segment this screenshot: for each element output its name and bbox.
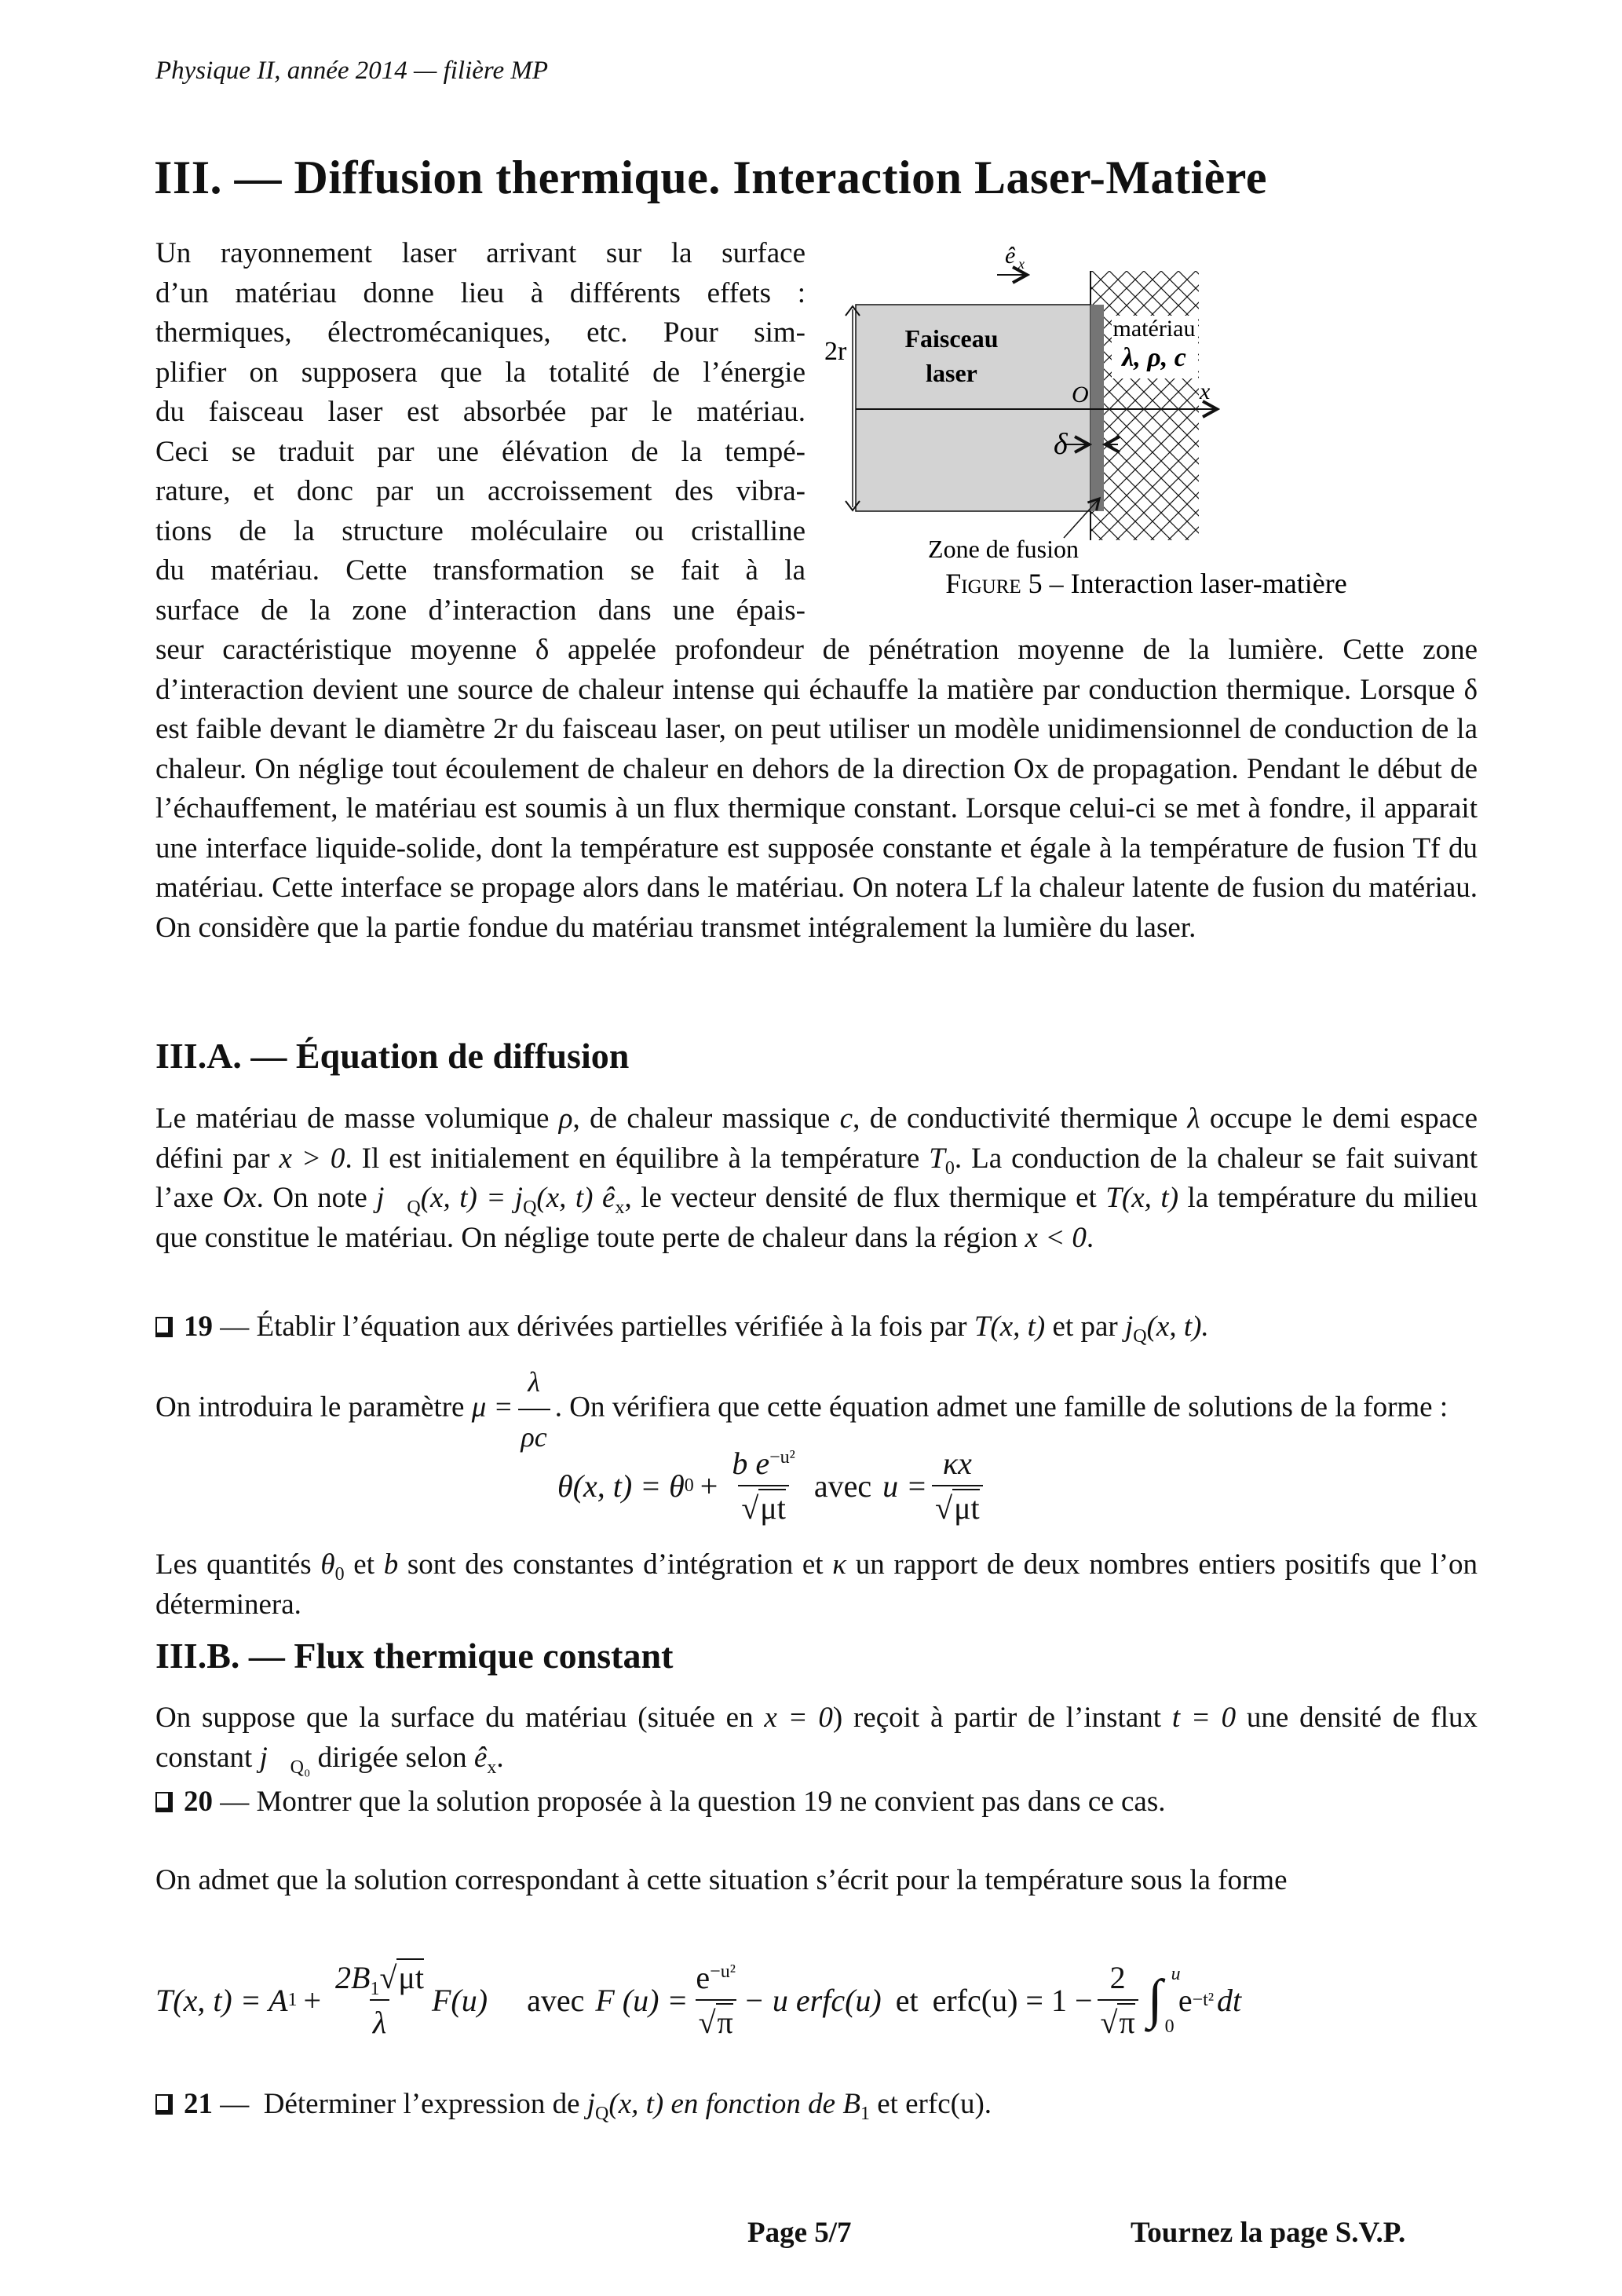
- question-20: 20 — Montrer que la solution proposée à la question 19 ne convient pas dans ce cas.: [155, 1782, 1478, 1823]
- question-19: 19 — Établir l’équation aux dérivées partielles vérifiée à la fois par T(x, t) et par $j_Q(x$, t).: [155, 1307, 1478, 1347]
- intro-continuation: seur caractéristique moyenne δ appelée profondeur de pénétration moyenne de la lumière. Cette zone d’interaction devient une source de chaleur intense qui échauffe la matière par conduction thermique. Lorsque δ est faible devant le diamètre 2r du faisceau laser, on peut utiliser un modèle unidimensionnel de conduction de la chaleur. On néglige tout écoulement de chaleur en dehors de la direction Ox de propagation. Pendant le début de l’échauffement, le matériau est soumis à un flux thermique constant. Lorsque celui-ci se met à fondre, il apparait une interface liquide-solide, dont la température est supposée constante et égale à la température de fusion Tf du matériau. Cette interface se propage alors dans le matériau. On notera Lf la chaleur latente de fusion du matériau. On considère que la partie fondue du matériau transmet intégralement la lumière du laser.: [155, 634, 1478, 944]
- page-number: Page 5/7: [747, 2217, 852, 2249]
- fusion-zone: [1090, 305, 1104, 511]
- question-19-param: On introduira le paramètre μ = $\frac{\lambda}{\rho c}$ . On vérifiera que cette équation admet une famille de solutions de la forme :: [155, 1358, 1478, 1461]
- section-b-title: III.B. — Flux thermique constant: [155, 1636, 674, 1676]
- admit-paragraph: On admet que la solution correspondant à cette situation s’écrit pour la température sous la forme: [155, 1864, 1288, 1896]
- equation-temperature: T(x, t) = A 1 + $\frac{2B_1√\mu t}{\lambda}$ F(u) avec F (u) = $\frac{e^{-u^2}}{√\pi}$ − u erfc(u) et erfc(u) = 1 − $\frac{2}{√\pi}$ ∫ u 0 e −t² dt: [155, 1960, 1242, 2040]
- intro-line: du faisceau laser est absorbée par le matériau.: [155, 396, 806, 428]
- checkbox-icon: [155, 1317, 173, 1337]
- intro-line: Un rayonnement laser arrivant sur la surface: [155, 237, 806, 269]
- caption-text: – Interaction laser-matière: [1049, 568, 1347, 599]
- checkbox-icon: [155, 1792, 173, 1812]
- label-unit-vector-sub: x: [1018, 256, 1025, 272]
- integral-sign: ∫ u 0: [1147, 1964, 1181, 2037]
- intro-line: Ceci se traduit par une élévation de la tempé-: [155, 435, 806, 468]
- figure-caption: [945, 568, 1346, 599]
- after-equation-text: Les quantités $\theta_0$ et b sont des constantes d’intégration et κ un rapport de deux nombres entiers positifs que l’on déterminera.: [155, 1548, 1478, 1621]
- label-fusion-zone: Zone de fusion: [928, 535, 1079, 563]
- intro-line: rature, et donc par un accroissement des vibra-: [155, 475, 806, 507]
- label-beam-1: Faisceau: [904, 324, 999, 353]
- material-region: [1090, 271, 1199, 540]
- label-material-params: λ, ρ, c: [1122, 343, 1186, 372]
- label-unit-vector: ê: [1005, 243, 1016, 269]
- caption-prefix: Figure: [945, 568, 1021, 599]
- section-a-paragraph: Le matériau de masse volumique ρ, de chaleur massique c, de conductivité thermique λ occupe le demi espace défini par x > 0. Il est initialement en équilibre à la température $T_0$. La conduction de la chaleur se fait suivant l’axe Ox. On note $j⃗_Q(x$, $t) = j_Q(x$, t) $ê_x$, le vecteur densité de flux thermique et T(x, t) la température du milieu que constitue le matériau. On néglige toute perte de chaleur dans la région x < 0.: [155, 1102, 1478, 1254]
- label-origin: O: [1072, 382, 1089, 408]
- intro-line: tions de la structure moléculaire ou cristalline: [155, 514, 806, 547]
- label-axis: x: [1200, 378, 1211, 404]
- section-title: III. — Diffusion thermique. Interaction Laser-Matière: [154, 152, 1267, 203]
- label-depth: δ: [1054, 428, 1068, 461]
- intro-line: d’un matériau donne lieu à différents effets :: [155, 276, 806, 309]
- intro-line: plifier on supposera que la totalité de l’énergie: [155, 356, 806, 389]
- section-a-title: III.A. — Équation de diffusion: [155, 1036, 630, 1076]
- intro-line: surface de la zone d’interaction dans une épais-: [155, 594, 806, 627]
- intro-line: du matériau. Cette transformation se fait à la: [155, 554, 806, 587]
- running-header: Physique II, année 2014 — filière MP: [155, 57, 549, 85]
- question-21: 21 — Déterminer l’expression de $j_Q(x$, t) en fonction de $B_1$ et erfc(u).: [155, 2085, 1478, 2125]
- caption-number: 5: [1028, 568, 1043, 599]
- section-b-paragraph: On suppose que la surface du matériau (située en x = 0) reçoit à partir de l’instant t = 0 une densité de flux constant $j⃗_{Q_0}$ dirigée selon $ê_x$.: [155, 1702, 1478, 1778]
- turn-page-note: Tournez la page S.V.P.: [1131, 2217, 1406, 2249]
- equation-theta: θ(x, t) = θ 0 + $\frac{b e^{-u^2}}{√\mu t}$ avec u = $\frac{\kappa x}{√\mu t}$: [557, 1445, 988, 1526]
- checkbox-icon: [155, 2094, 173, 2115]
- intro-line: thermiques, électromécaniques, etc. Pour sim-: [155, 316, 806, 349]
- intro-paragraph-wrapped: [155, 234, 806, 631]
- label-material: matériau: [1112, 316, 1196, 342]
- label-diameter: 2r: [824, 337, 847, 366]
- figure-laser-matter: [824, 228, 1492, 620]
- label-beam-2: laser: [926, 359, 977, 387]
